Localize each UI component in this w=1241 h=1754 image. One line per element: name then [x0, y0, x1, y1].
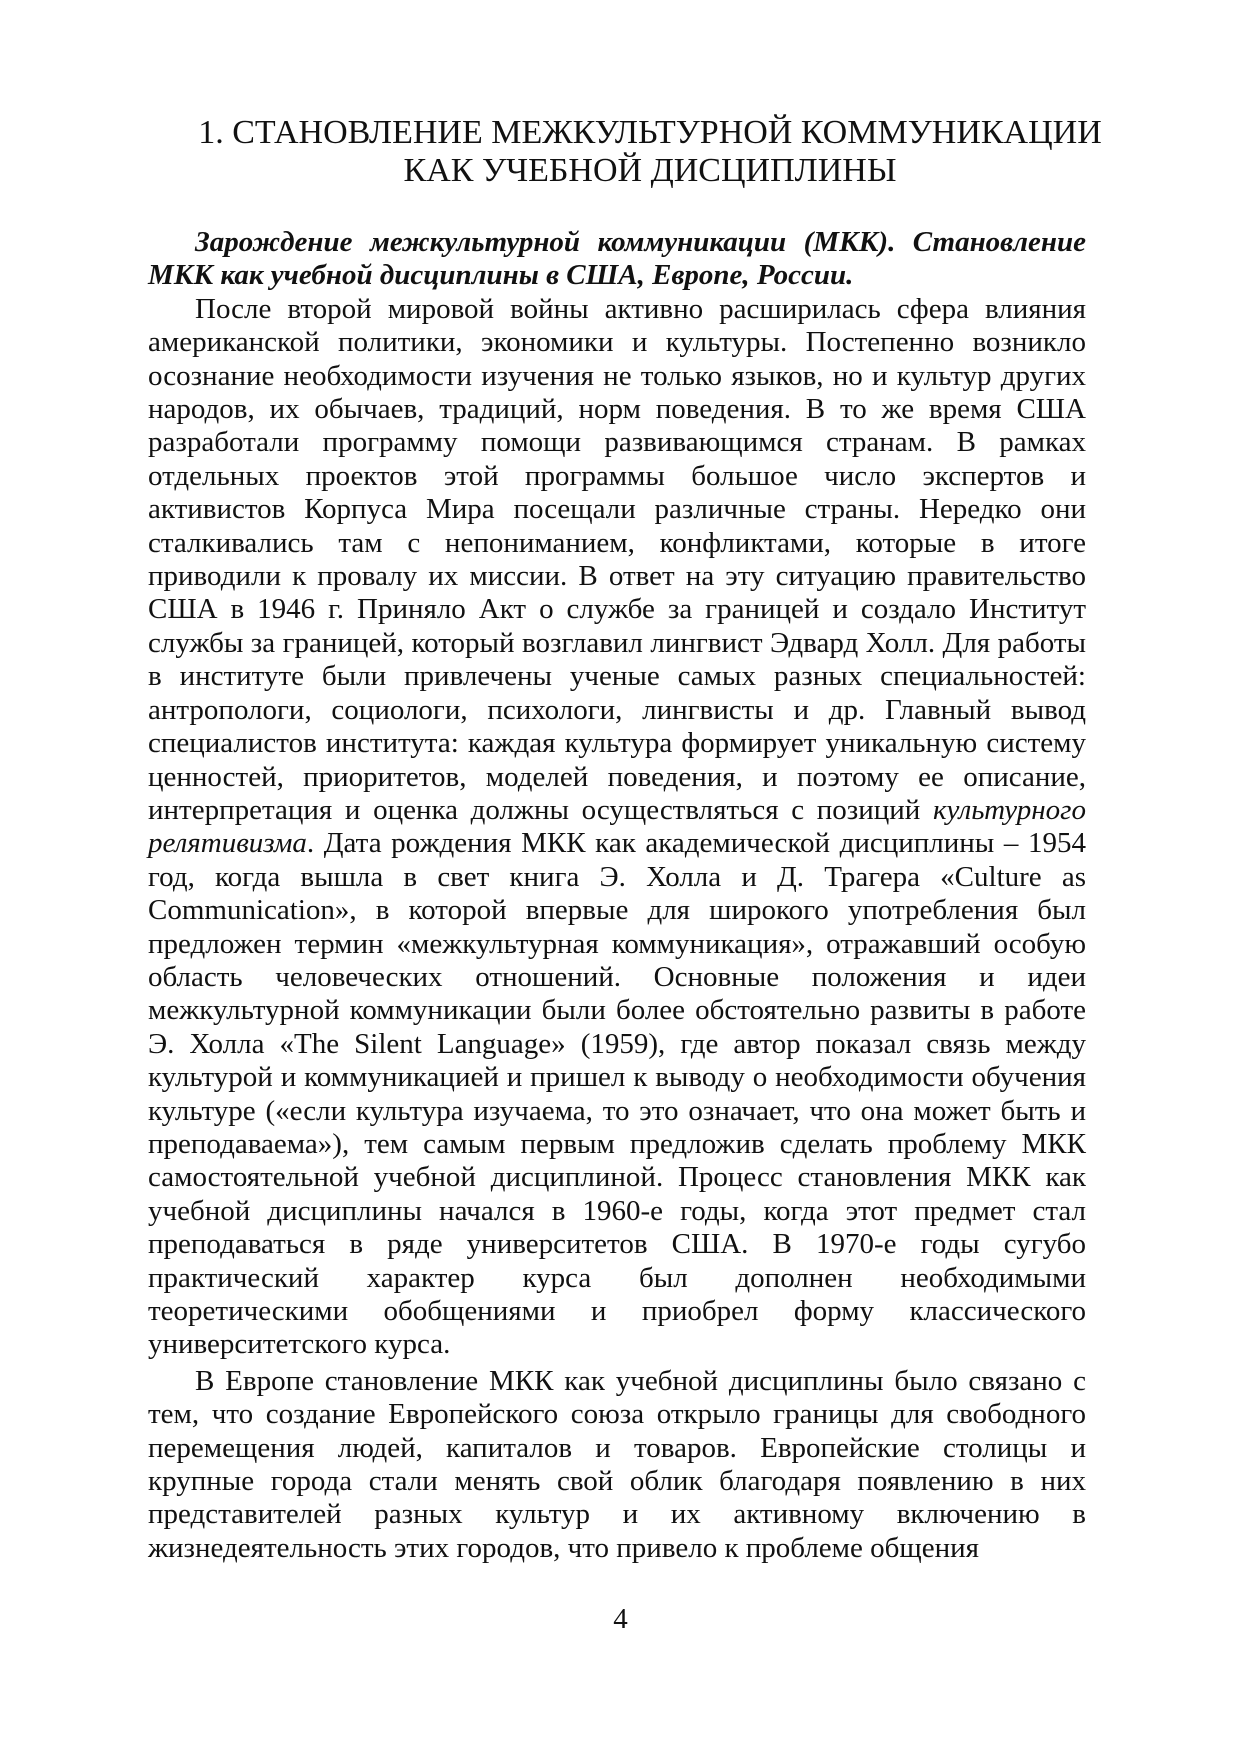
section-heading: Зарождение межкультурной коммуникации (МКК). Становление МКК как учебной дисциплины в США, Европе, России.	[148, 226, 1086, 292]
paragraph-1-part-a: После второй мировой войны активно расширилась сфера влияния американской политики, экономики и культуры. Постепенно возникло осознание необходимости изучения не только языков, но и культур других народов, их обычаев, традиций, норм поведения. В то же время США разработали программу помощи развивающимся странам. В рамках отдельных проектов этой программы большое число экспертов и активистов Корпуса Мира посещали различные страны. Нередко они сталкивались там с непониманием, конфликтами, которые в итоге приводили к провалу их миссии. В ответ на эту ситуацию правительство США в 1946 г. Приняло Акт о службе за границей и создало Институт службы за границей, который возглавил лингвист Эдвард Холл. Для работы в институте были привлечены ученые самых разных специальностей: антропологи, социологи, психологи, лингвисты и др. Главный вывод специалистов института: каждая культура формирует уникальную систему ценностей, приоритетов, моделей поведения, и поэтому ее описание, интерпретация и оценка должны осуществляться с позиций	[148, 292, 1086, 826]
chapter-title	[150, 114, 1150, 190]
chapter-title-line-2: КАК УЧЕБНОЙ ДИСЦИПЛИНЫ	[403, 152, 897, 189]
page-number: 4	[613, 1603, 628, 1635]
paragraph-2: В Европе становление МКК как учебной дисциплины было связано с тем, что создание Европейского союза открыло границы для свободного перемещения людей, капиталов и товаров. Европейские столицы и крупные города стали менять свой облик благодаря появлению в них представителей разных культур и их активному включению в жизнедеятельность этих городов, что привело к проблеме общения	[148, 1364, 1086, 1564]
body-text	[148, 226, 1086, 1565]
paragraph-1-part-b: . Дата рождения МКК как академической дисциплины – 1954 год, когда вышла в свет книга Э. Холла и Д. Трагера «Culture as Communication», в которой впервые для широкого употребления был предложен термин «межкультурная коммуникация», отражавший особую область человеческих отношений. Основные положения и идеи межкультурной коммуникации были более обстоятельно развиты в работе Э. Холла «The Silent Language» (1959), где автор показал связь между культурой и коммуникацией и пришел к выводу о необходимости обучения культуре («если культура изучаема, то это означает, что она может быть и преподаваема»), тем самым первым предложив сделать проблему МКК самостоятельной учебной дисциплиной. Процесс становления МКК как учебной дисциплины начался в 1960-е годы, когда этот предмет стал преподаваться в ряде университетов США. В 1970-е годы сугубо практический характер курса был дополнен необходимыми теоретическими обобщениями и приобрел форму классического университетского курса.	[148, 827, 1086, 1361]
chapter-title-line-1: 1. СТАНОВЛЕНИЕ МЕЖКУЛЬТУРНОЙ КОММУНИКАЦИИ	[198, 114, 1102, 151]
paragraph-1	[148, 293, 1086, 1362]
paragraph-1-italic-term: культурного релятивизма	[148, 793, 1086, 860]
